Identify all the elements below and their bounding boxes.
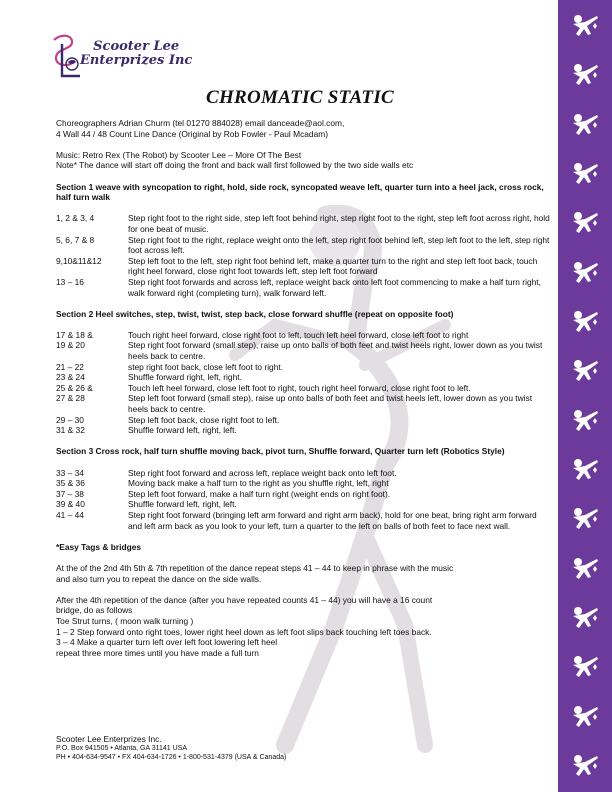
step-counts: 23 & 24 (56, 372, 85, 383)
step-description: Step left foot back, close right foot to left. (128, 414, 280, 425)
bridge-line: 1 – 2 Step forward onto right toes, lower right heel down as left foot slips back touching left toes back. (56, 626, 432, 637)
step-description: Step right foot forward (small step), raise up onto balls of both feet and twist heels right, lower down as you twist heels back to centre. (128, 340, 543, 362)
tags-line: At the of the 2nd 4th 5th & 7th repetition of the dance repeat steps 41 – 44 to keep in phrase with the music (56, 562, 454, 573)
step-row (56, 478, 552, 489)
step-row (56, 256, 552, 277)
step-row (56, 213, 552, 234)
dancer-silhouette-icon (567, 12, 603, 40)
logo-wordmark (80, 40, 192, 68)
section-heading: Section 1 weave with syncopation to right, hold, side rock, syncopated weave left, quarter turn into a heel jack, cross rock, half turn walk (56, 181, 544, 203)
step-description: Step right foot forwards and across left, replace weight back onto left foot commencing to make a half turn right, walk forward right (completing turn), walk forward left. (128, 276, 541, 298)
step-row (56, 330, 552, 341)
dancer-silhouette-icon (567, 111, 603, 139)
step-counts: 35 & 36 (56, 478, 85, 489)
logo-line-1: Scooter Lee (93, 39, 180, 54)
step-row (56, 510, 552, 531)
step-description: Step right foot forward and across left, replace weight back onto left foot. (128, 467, 397, 478)
step-description: step right foot back, close left foot to right. (128, 361, 284, 372)
dancer-silhouette-icon (567, 555, 603, 583)
bridge-line: repeat three more times until you have made a full turn (56, 647, 259, 658)
step-row (56, 372, 552, 383)
step-row (56, 489, 552, 500)
dancer-silhouette-icon (567, 407, 603, 435)
step-counts: 33 – 34 (56, 467, 84, 478)
step-row (56, 340, 552, 361)
section-heading: Section 3 Cross rock, half turn shuffle moving back, pivot turn, Shuffle forward, Quarter turn left (Robotics Style) (56, 446, 505, 457)
step-counts: 37 – 38 (56, 488, 84, 499)
step-row (56, 425, 552, 436)
footer-company: Scooter Lee Enterprizes Inc. (56, 734, 162, 744)
step-counts: 25 & 26 & (56, 382, 93, 393)
step-counts: 9,10&11&12 (56, 255, 102, 266)
step-sheet (56, 118, 552, 658)
intro-line: 4 Wall 44 / 48 Count Line Dance (Original by Rob Fowler - Paul Mcadam) (56, 128, 328, 139)
step-row (56, 415, 552, 426)
step-row (56, 393, 552, 414)
note-line: Note* The dance will start off doing the front and back wall first followed by the two side walls etc (56, 160, 414, 171)
dancer-silhouette-icon (567, 61, 603, 89)
step-description: Step right foot to the right side, step left foot behind right, step right foot to the right, step left foot across right, hold for one beat of music. (128, 213, 550, 234)
step-counts: 5, 6, 7 & 8 (56, 234, 95, 245)
step-counts: 39 & 40 (56, 499, 85, 510)
dancer-silhouette-icon (567, 456, 603, 484)
dancer-silhouette-icon (567, 604, 603, 632)
dancer-silhouette-icon (567, 209, 603, 237)
step-description: Step left foot forward, make a half turn right (weight ends on right foot). (128, 488, 391, 499)
dancer-silhouette-icon (567, 259, 603, 287)
step-description: Step right foot to the right, replace weight onto the left, step right foot behind left, step left foot to the left, step right foot across left. (128, 234, 550, 256)
step-description: Step left foot to the left, step right foot behind left, make a quarter turn to the right and step left foot back, touch right heel forward, close right foot towards left, step left foot forward (128, 255, 538, 277)
bridge-line: Toe Strut turns, ( moon walk turning ) (56, 615, 194, 626)
step-description: Moving back make a half turn to the right as you shuffle right, left, right (128, 478, 389, 489)
section-heading: Section 2 Heel switches, step, twist, twist, step back, close forward shuffle (repeat on opposite foot) (56, 308, 454, 319)
dancer-silhouette-icon (567, 357, 603, 385)
step-counts: 13 – 16 (56, 276, 84, 287)
step-row (56, 499, 552, 510)
step-row (56, 277, 552, 298)
step-row (56, 468, 552, 479)
footer-phone: PH • 404-634-9547 • FX 404-634-1726 • 1-800-531-4379 (USA & Canada) (56, 754, 287, 761)
step-counts: 27 & 28 (56, 393, 85, 404)
decorative-sidebar (558, 0, 612, 792)
step-description: Step left foot forward (small step), raise up onto balls of both feet and twist heels left, lower down as you twist heels back to centre. (128, 393, 533, 415)
step-counts: 1, 2 & 3, 4 (56, 213, 95, 224)
intro-line: Choreographers Adrian Churm (tel 01270 884028) email danceade@aol.com, (56, 118, 345, 128)
bridge-line: After the 4th repetition of the dance (after you have repeated counts 41 – 44) you will have a 16 count (56, 594, 433, 605)
dancer-silhouette-icon (567, 160, 603, 188)
footer-contact (56, 734, 286, 762)
dancer-silhouette-icon (567, 653, 603, 681)
step-description: Shuffle forward right, left, right. (128, 372, 242, 383)
tags-line: and also turn you to repeat the dance on the side walls. (56, 573, 262, 584)
dancer-silhouette-icon (567, 752, 603, 780)
dancer-silhouette-icon (567, 308, 603, 336)
step-description: Touch right heel forward, close right foot to left, touch left heel forward, close left foot to right (128, 329, 469, 340)
step-counts: 19 & 20 (56, 340, 85, 351)
step-row (56, 383, 552, 394)
tags-heading: *Easy Tags & bridges (56, 541, 142, 552)
dancer-silhouette-icon (567, 505, 603, 533)
step-row (56, 362, 552, 373)
bridge-line: bridge, do as follows (56, 605, 133, 616)
step-counts: 17 & 18 & (56, 329, 93, 340)
step-row (56, 235, 552, 256)
logo-line-2: Enterprizes Inc (80, 53, 193, 68)
step-counts: 21 – 22 (56, 361, 84, 372)
step-description: Shuffle forward left, right, left. (128, 499, 237, 510)
dancer-silhouette-icon (567, 703, 603, 731)
step-counts: 29 – 30 (56, 414, 84, 425)
step-description: Touch left heel forward, close left foot to right, touch right heel forward, close right foot to left. (128, 382, 471, 393)
step-description: Shuffle forward left, right, left. (128, 425, 237, 436)
dance-title: CHROMATIC STATIC (205, 87, 394, 108)
step-counts: 41 – 44 (56, 509, 84, 520)
bridge-line: 3 – 4 Make a quarter turn left over left foot lowering left heel (56, 637, 278, 648)
step-description: Step right foot forward (bringing left arm forward and right arm back), hold for one beat, bring right arm forward and left arm back as you look to your left, turn a quarter to the left on balls of both feet to face next wall. (128, 509, 537, 531)
footer-address: P.O. Box 941505 • Atlanta, GA 31141 USA (56, 745, 188, 752)
music-line: Music: Retro Rex (The Robot) by Scooter Lee – More Of The Best (56, 149, 302, 160)
step-counts: 31 & 32 (56, 425, 85, 436)
